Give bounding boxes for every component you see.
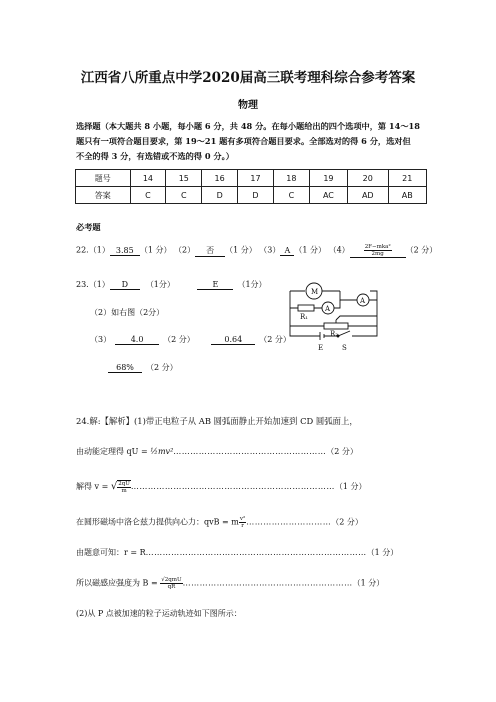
mc-instructions-line1: 选择题（本大题共 8 小题，每小题 6 分，共 48 分。在每小题给出的四个选项中，第 14～18 bbox=[76, 121, 420, 131]
battery-symbol bbox=[320, 332, 324, 340]
q24-l5-denominator: qR bbox=[167, 584, 176, 590]
table-row-numbers bbox=[76, 170, 427, 187]
q22-part2: （2） bbox=[174, 245, 196, 255]
q22-part4: （4） bbox=[328, 245, 350, 255]
q24-l5-text: 所以磁感应强度为 B = bbox=[76, 578, 161, 588]
q22-score1: （1 分） bbox=[139, 245, 172, 255]
q23-line3 bbox=[90, 334, 291, 345]
q22-part3: （3） bbox=[259, 245, 281, 255]
cell-number: 19 bbox=[309, 170, 347, 187]
cell-answer: C bbox=[166, 187, 202, 204]
q23-score5: （2 分） bbox=[146, 363, 178, 372]
table-row-answers bbox=[76, 187, 427, 204]
q23-answer1: D bbox=[110, 280, 140, 290]
q24-line5: 所以磁感应强度为 B = $\frac{\text{√2qmU}}{qR}$ ……………………………………………………（1 分） bbox=[76, 577, 385, 590]
subject-heading: 物理 bbox=[238, 100, 258, 111]
q23-line4 bbox=[108, 362, 178, 373]
cell-answer: C bbox=[273, 187, 309, 204]
cell-number: 16 bbox=[202, 170, 238, 187]
q24-l4-text: 由题意可知：r = R bbox=[76, 548, 146, 557]
q23-part3: （3） bbox=[90, 335, 112, 344]
cell-answer: D bbox=[238, 187, 274, 204]
q23-number: 23.（1） bbox=[76, 280, 110, 289]
q24-l2-text: 解得 v = bbox=[76, 482, 111, 491]
cell-number: 14 bbox=[130, 170, 166, 187]
q24-line2: 解得 v = √ $\frac{2qU}{m}$ ………………………………………………………………（1 分） bbox=[76, 481, 367, 494]
row-label-answer: 答案 bbox=[76, 187, 131, 204]
label-ammeter: A bbox=[360, 297, 366, 305]
cell-number: 21 bbox=[388, 170, 426, 187]
cell-answer: C bbox=[130, 187, 166, 204]
q22-score4: （2 分） bbox=[405, 245, 438, 255]
q24-line4: 由题意可知：r = R……………………………………………………………………（1 分） bbox=[76, 548, 399, 557]
q24-l1-score: （2 分） bbox=[326, 447, 358, 456]
q23-answer4: 0.64 bbox=[211, 335, 255, 345]
q23-score1: （1分） bbox=[145, 280, 175, 289]
q23-line2: （2）如右图（2分） bbox=[90, 308, 165, 317]
q24-l1-equation: ½mv² bbox=[150, 447, 174, 456]
q22-score3: （1 分） bbox=[294, 245, 327, 255]
q23-answer2: E bbox=[197, 280, 233, 290]
q23-answer3: 4.0 bbox=[115, 335, 159, 345]
q23-score4: （2 分） bbox=[259, 335, 291, 344]
resistor-r2 bbox=[324, 323, 348, 329]
q24-line3: 在圆形磁场中洛仑兹力提供向心力：qvB = m $\frac{\text{v²}}{r}$ …………………………（2 分） bbox=[76, 516, 363, 529]
cell-answer: D bbox=[202, 187, 238, 204]
cell-number: 15 bbox=[166, 170, 202, 187]
q23-line1 bbox=[76, 279, 267, 290]
row-label-number: 题号 bbox=[76, 170, 131, 187]
q24-l4-score: （1 分） bbox=[366, 548, 399, 557]
q22-answer4-denominator: 2mg bbox=[371, 251, 384, 257]
q24-l3-numerator: v² bbox=[239, 516, 246, 522]
label-motor: M bbox=[311, 288, 319, 296]
q22-score2: （1 分） bbox=[225, 245, 257, 255]
q24-intro: 24.解:【解析】(1)带正电粒子从 AB 圆弧面静止开始加速到 CD 圆弧面上， bbox=[76, 416, 358, 426]
label-e: E bbox=[318, 344, 324, 352]
q22-answer3: A bbox=[280, 246, 294, 256]
q22-answer2: 否 bbox=[195, 245, 225, 257]
label-r1: R₁ bbox=[300, 313, 309, 321]
cell-answer: AC bbox=[309, 187, 347, 204]
q23-score3: （2 分） bbox=[163, 335, 195, 344]
label-r2: R₂ bbox=[330, 330, 339, 338]
resistor-r1 bbox=[298, 305, 314, 311]
q22-line bbox=[76, 244, 437, 258]
q24-l3-denominator: r bbox=[241, 523, 244, 529]
q22-part1: （1） bbox=[88, 245, 110, 255]
q22-answer1: 3.85 bbox=[110, 246, 140, 256]
mc-instructions-line2: 题只有一项符合题目要求，第 19～21 题有多项符合题目要求。全部选对的得 6 分，选对但 bbox=[76, 136, 411, 146]
q24-l1-text: 由动能定理得 qU = bbox=[76, 447, 151, 456]
cell-number: 18 bbox=[273, 170, 309, 187]
q24-l2-numerator: 2qU bbox=[118, 481, 130, 487]
q24-line1: 由动能定理得 qU = ½mv²………………………………………………（2 分） bbox=[76, 447, 358, 456]
q24-l3-score: （2 分） bbox=[331, 517, 363, 527]
cell-answer: AB bbox=[388, 187, 426, 204]
q22-number: 22. bbox=[76, 245, 89, 255]
q24-l2-denominator: m bbox=[121, 488, 127, 494]
document-title: 江西省八所重点中学2020届高三联考理科综合参考答案 bbox=[80, 70, 416, 86]
cell-answer: AD bbox=[348, 187, 389, 204]
label-ammeter-a1: A bbox=[325, 305, 331, 313]
q23-answer5: 68% bbox=[108, 363, 142, 373]
q22-answer4-numerator: 2F−mka² bbox=[364, 244, 391, 250]
mc-instructions-line3: 不全的得 3 分，有选错或不选的得 0 分。） bbox=[76, 151, 234, 161]
q24-l5-score: （1 分） bbox=[352, 578, 385, 588]
cell-number: 17 bbox=[238, 170, 274, 187]
q23-score2: （1分） bbox=[237, 280, 267, 289]
q24-l3-text: 在圆形磁场中洛仑兹力提供向心力：qvB = m bbox=[76, 517, 239, 527]
circuit-diagram bbox=[280, 276, 395, 360]
cell-number: 20 bbox=[348, 170, 389, 187]
label-s: S bbox=[342, 344, 347, 352]
q24-l2-score: （1 分） bbox=[334, 482, 367, 491]
q24-line6: (2)从 P 点被加速的粒子运动轨迹如下图所示： bbox=[76, 609, 242, 618]
required-heading: 必考题 bbox=[76, 222, 101, 232]
answer-table bbox=[75, 169, 427, 204]
q24-l5-numerator: √2qmU bbox=[161, 577, 182, 583]
